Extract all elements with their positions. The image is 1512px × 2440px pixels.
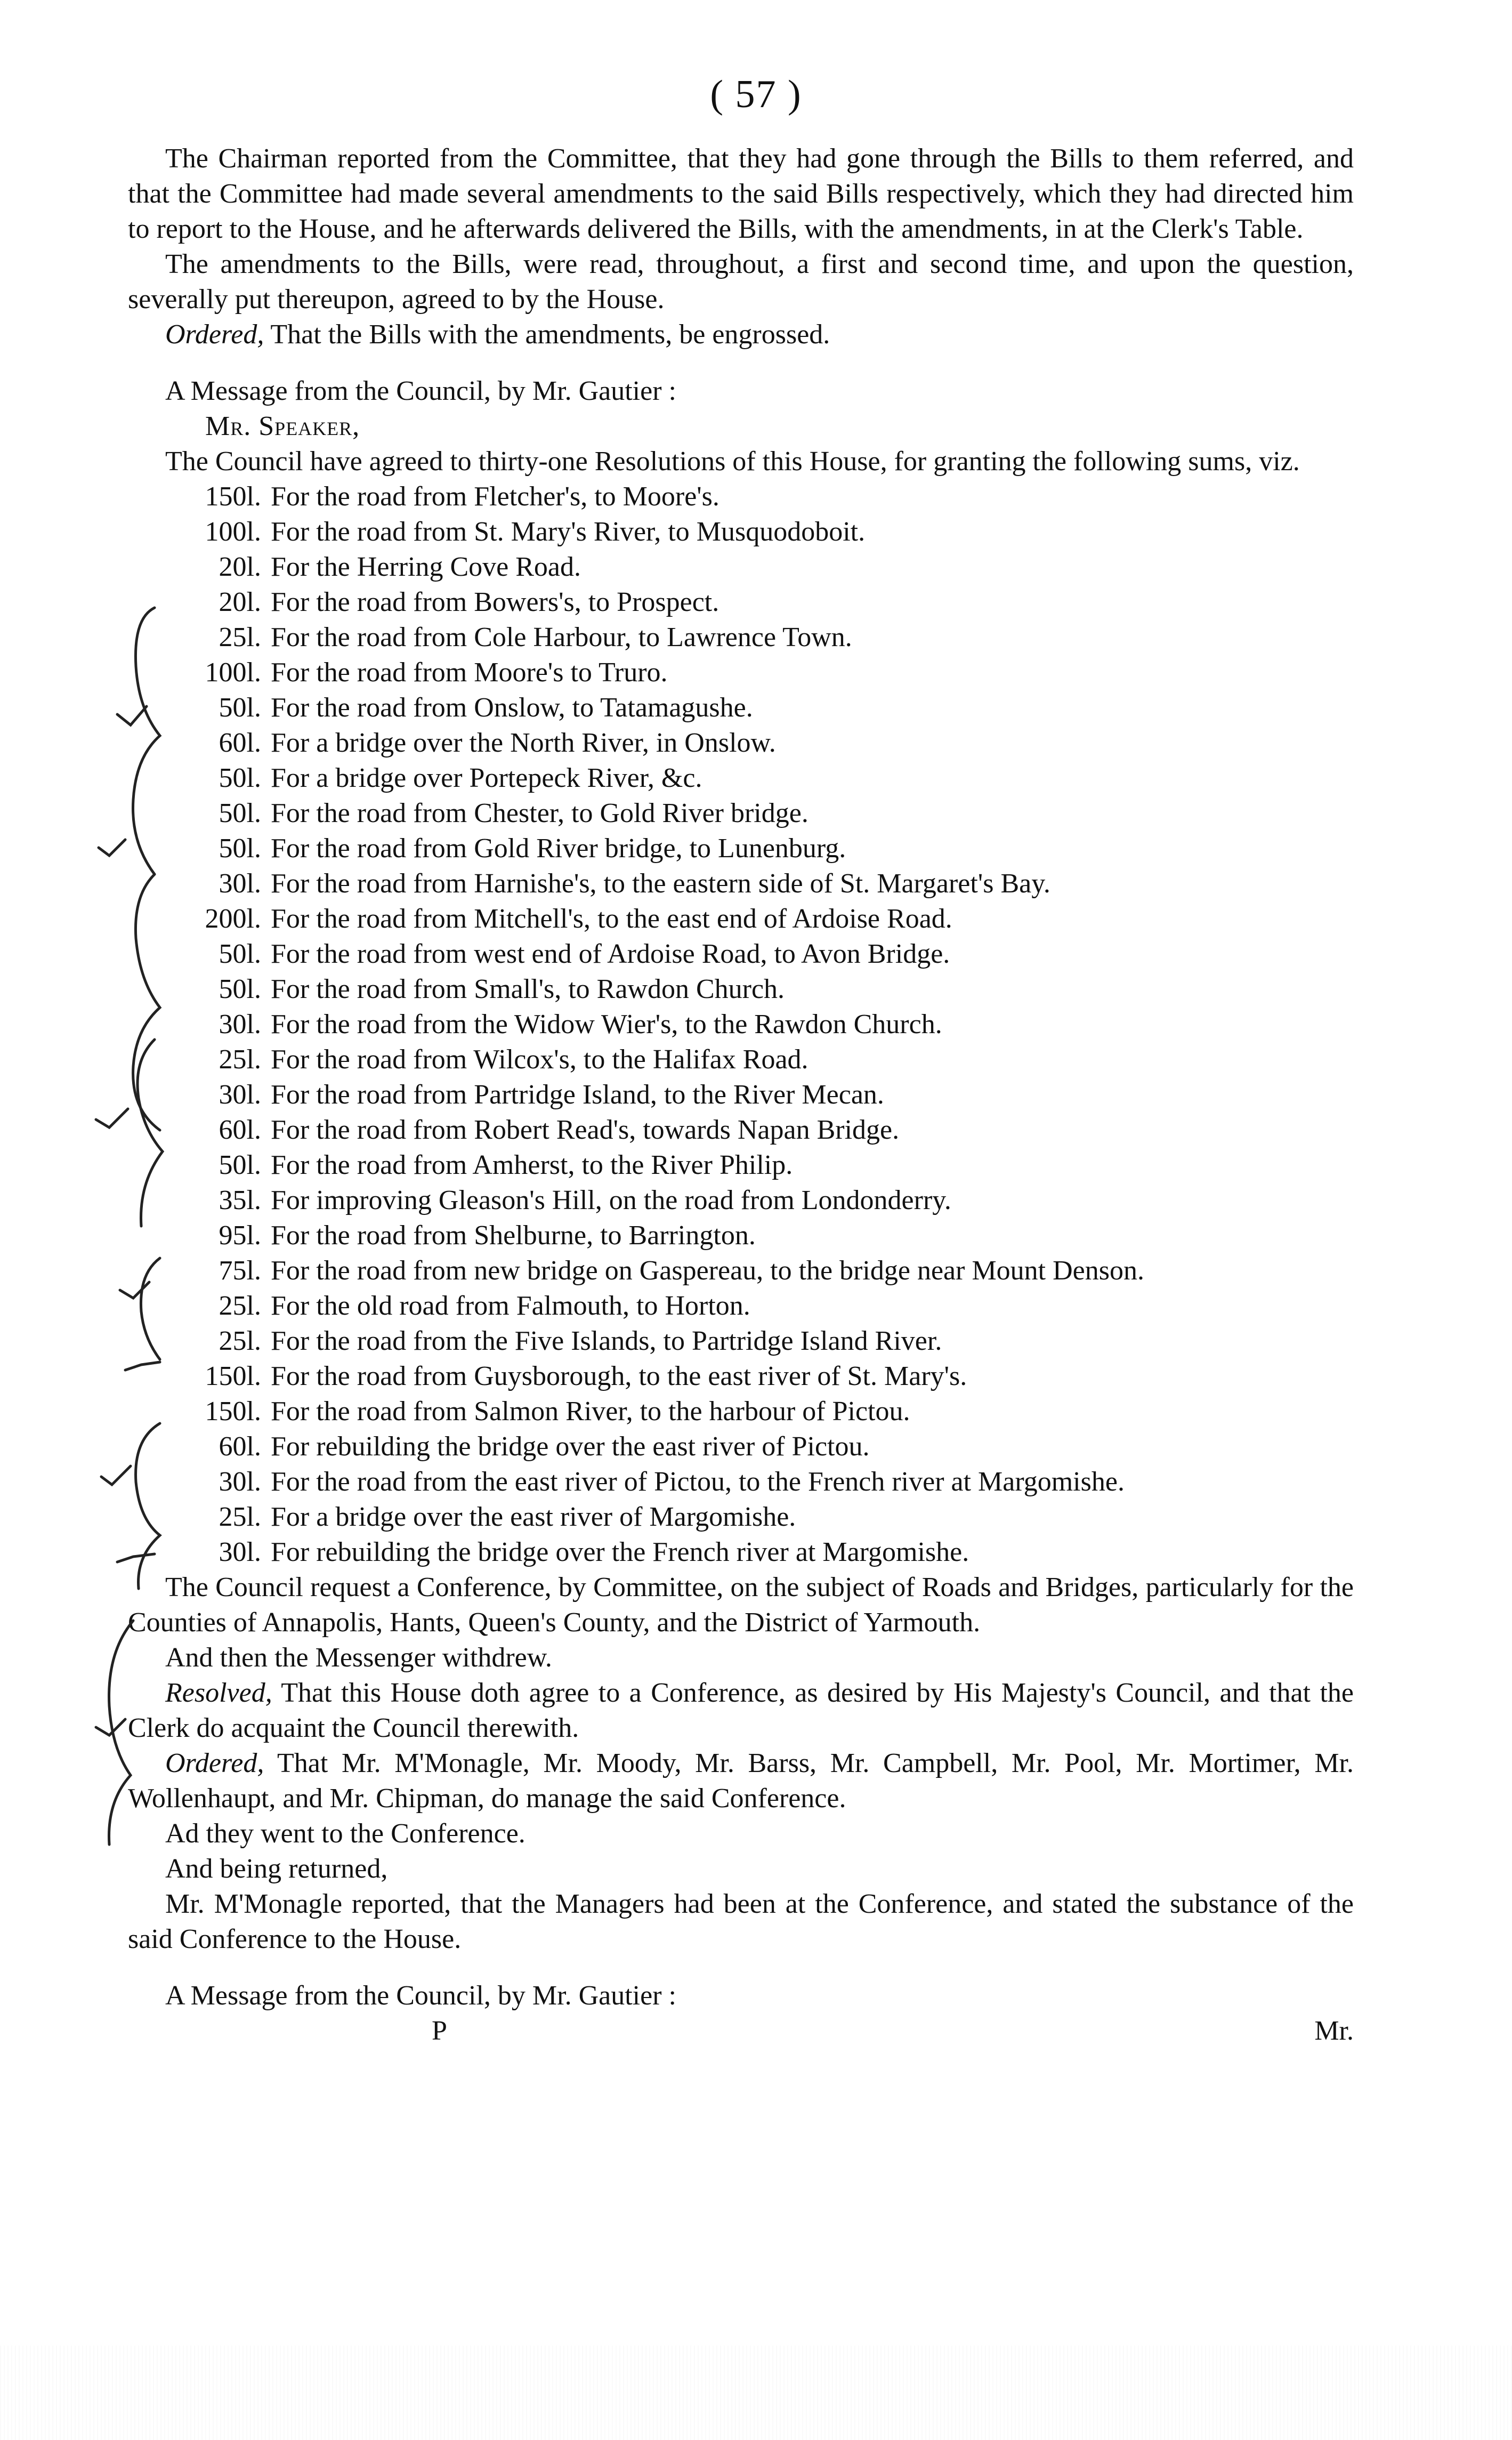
grant-amount: 60l. [219, 1115, 261, 1145]
grant-amount: 35l. [219, 1185, 261, 1215]
spacer [128, 1957, 1354, 1978]
grant-amount: 30l. [219, 1537, 261, 1567]
grant-description: For the road from Bowers's, to Prospect. [271, 587, 719, 617]
council-intro: The Council have agreed to thirty-one Resolutions of this House, for granting the following sums, viz. [165, 446, 1300, 477]
page-number: ( 57 ) [710, 73, 802, 116]
grant-description: For the road from Gold River bridge, to Lunenburg. [271, 833, 846, 864]
signature-mark: P [432, 2016, 447, 2046]
grant-item [128, 1148, 1354, 1183]
grant-item [128, 655, 1354, 690]
grant-amount: 30l. [219, 1080, 261, 1110]
grant-item [128, 1394, 1354, 1429]
grant-description: For the road from Moore's to Truro. [271, 657, 668, 688]
paper-texture [0, 2346, 1512, 2440]
grant-amount: 75l. [219, 1255, 261, 1286]
grant-item [128, 1535, 1354, 1570]
grant-amount: 50l. [219, 763, 261, 793]
grant-amount: 25l. [219, 622, 261, 653]
grant-item [128, 479, 1354, 514]
grant-description: For the road from Amherst, to the River Philip. [271, 1150, 793, 1180]
grant-amount: 25l. [219, 1044, 261, 1075]
grant-item [128, 620, 1354, 655]
resolved-paragraph [128, 1676, 1354, 1746]
grant-amount: 30l. [219, 1009, 261, 1040]
conference-request: The Council request a Conference, by Committee, on the subject of Roads and Bridges, particularly for the Counties of Annapolis, Hants, Queen's County, and the District of Yarmouth. [128, 1572, 1354, 1638]
page-footer [128, 2014, 1354, 2049]
grant-item [128, 1289, 1354, 1324]
grant-amount: 200l. [205, 904, 261, 934]
grant-amount: 100l. [205, 657, 261, 688]
grant-item [128, 1500, 1354, 1535]
grant-item [128, 972, 1354, 1007]
grant-item [128, 831, 1354, 866]
grant-description: For the road from the Five Islands, to Partridge Island River. [271, 1326, 942, 1356]
grant-amount: 20l. [219, 552, 261, 582]
grant-description: For the road from Robert Read's, towards Napan Bridge. [271, 1115, 900, 1145]
grant-item [128, 796, 1354, 831]
check-mark [96, 1109, 128, 1128]
grant-amount: 60l. [219, 728, 261, 758]
grant-item [128, 1218, 1354, 1253]
grant-item [128, 1183, 1354, 1218]
grant-item [128, 1007, 1354, 1042]
grant-description: For the road from Chester, to Gold River bridge. [271, 798, 808, 828]
grant-description: For the road from west end of Ardoise Road, to Avon Bridge. [271, 939, 950, 969]
went-to-conference: Ad they went to the Conference. [165, 1818, 525, 1849]
grant-description: For the road from Wilcox's, to the Halifax Road. [271, 1044, 808, 1075]
grant-item [128, 585, 1354, 620]
grant-item [128, 761, 1354, 796]
grant-amount: 20l. [219, 587, 261, 617]
grant-description: For the road from the east river of Pictou, to the French river at Margomishe. [271, 1467, 1125, 1497]
grant-description: For the road from Partridge Island, to the River Mecan. [271, 1080, 884, 1110]
grant-description: For the road from Salmon River, to the harbour of Pictou. [271, 1396, 910, 1427]
grant-description: For a bridge over the North River, in Onslow. [271, 728, 776, 758]
grant-description: For improving Gleason's Hill, on the road from Londonderry. [271, 1185, 951, 1215]
grant-description: For the old road from Falmouth, to Horton. [271, 1291, 750, 1321]
grant-amount: 50l. [219, 974, 261, 1004]
resolved-text: That this House doth agree to a Conference, as desired by His Majesty's Council, and that the Clerk do acquaint the Council therewith. [128, 1678, 1354, 1743]
check-mark [99, 840, 125, 856]
messenger-withdrew: And then the Messenger withdrew. [165, 1642, 552, 1673]
ordered-managers-paragraph [128, 1746, 1354, 1816]
grant-description: For the road from St. Mary's River, to Musquodoboit. [271, 517, 866, 547]
grant-amount: 150l. [205, 1396, 261, 1427]
grant-item [128, 514, 1354, 550]
grant-description: For the road from Fletcher's, to Moore's. [271, 481, 719, 512]
grant-amount: 50l. [219, 939, 261, 969]
grant-item [128, 1077, 1354, 1113]
grant-description: For the road from Small's, to Rawdon Church. [271, 974, 785, 1004]
speaker-salutation: Mr. Speaker, [205, 411, 360, 441]
grant-amount: 25l. [219, 1326, 261, 1356]
grant-amount: 25l. [219, 1502, 261, 1532]
grant-amount: 150l. [205, 481, 261, 512]
grant-item [128, 1359, 1354, 1394]
ordered-text: That the Bills with the amendments, be engrossed. [270, 319, 830, 350]
grant-amount: 50l. [219, 1150, 261, 1180]
grant-description: For rebuilding the bridge over the east river of Pictou. [271, 1431, 870, 1462]
grant-description: For the road from Guysborough, to the east river of St. Mary's. [271, 1361, 967, 1391]
grant-item [128, 726, 1354, 761]
check-mark [96, 1719, 125, 1735]
grant-description: For the road from Mitchell's, to the east end of Ardoise Road. [271, 904, 952, 934]
page-body [128, 141, 1354, 2049]
grant-description: For the road from Cole Harbour, to Lawrence Town. [271, 622, 852, 653]
grant-amount: 50l. [219, 692, 261, 723]
grant-description: For a bridge over the east river of Margomishe. [271, 1502, 796, 1532]
grant-list [128, 479, 1354, 1570]
grant-amount: 30l. [219, 868, 261, 899]
grant-item [128, 690, 1354, 726]
grant-amount: 150l. [205, 1361, 261, 1391]
grant-item [128, 550, 1354, 585]
ordered-managers-text: That Mr. M'Monagle, Mr. Moody, Mr. Barss, Mr. Campbell, Mr. Pool, Mr. Mortimer, Mr. Wollenhaupt, and Mr. Chipman, do manage the said Conference. [128, 1748, 1354, 1814]
grant-amount: 95l. [219, 1220, 261, 1251]
grant-item [128, 1042, 1354, 1077]
grant-description: For the Herring Cove Road. [271, 552, 581, 582]
grant-amount: 50l. [219, 833, 261, 864]
grant-item [128, 1464, 1354, 1500]
being-returned: And being returned, [165, 1854, 388, 1884]
grant-amount: 60l. [219, 1431, 261, 1462]
grant-amount: 100l. [205, 517, 261, 547]
grant-item [128, 1429, 1354, 1464]
spacer [128, 352, 1354, 374]
grant-description: For the road from new bridge on Gaspereau, to the bridge near Mount Denson. [271, 1255, 1144, 1286]
grant-amount: 25l. [219, 1291, 261, 1321]
paragraph-amendments-read: The amendments to the Bills, were read, throughout, a first and second time, and upon the question, severally put thereupon, agreed to by the House. [128, 249, 1354, 315]
ordered-managers-label: Ordered, [165, 1748, 264, 1778]
message-heading: A Message from the Council, by Mr. Gautier : [165, 376, 676, 406]
grant-amount: 30l. [219, 1467, 261, 1497]
grant-item [128, 1253, 1354, 1289]
second-message-heading: A Message from the Council, by Mr. Gautier : [165, 1980, 676, 2011]
grant-description: For the road from Shelburne, to Barrington. [271, 1220, 756, 1251]
grant-description: For a bridge over Portepeck River, &c. [271, 763, 702, 793]
grant-item [128, 901, 1354, 937]
grant-description: For the road from the Widow Wier's, to the Rawdon Church. [271, 1009, 942, 1040]
grant-description: For the road from Onslow, to Tatamagushe. [271, 692, 753, 723]
grant-item [128, 937, 1354, 972]
grant-description: For the road from Harnishe's, to the eastern side of St. Margaret's Bay. [271, 868, 1050, 899]
ordered-label: Ordered, [165, 319, 264, 350]
catchword: Mr. [1314, 2016, 1354, 2046]
paragraph-committee-report: The Chairman reported from the Committee, that they had gone through the Bills to them referred, and that the Committee had made several amendments to the said Bills respectively, which they had directed him to report to the House, and he afterwards delivered the Bills, with the amendments, in at the Clerk's Table. [128, 143, 1354, 244]
check-mark [101, 1466, 131, 1485]
paragraph-ordered-engrossed [128, 317, 1354, 352]
grant-item [128, 1324, 1354, 1359]
managers-reported: Mr. M'Monagle reported, that the Managers had been at the Conference, and stated the substance of the said Conference to the House. [128, 1889, 1354, 1954]
grant-item [128, 1113, 1354, 1148]
grant-amount: 50l. [219, 798, 261, 828]
resolved-label: Resolved, [165, 1678, 272, 1708]
grant-description: For rebuilding the bridge over the French river at Margomishe. [271, 1537, 969, 1567]
grant-item [128, 866, 1354, 901]
